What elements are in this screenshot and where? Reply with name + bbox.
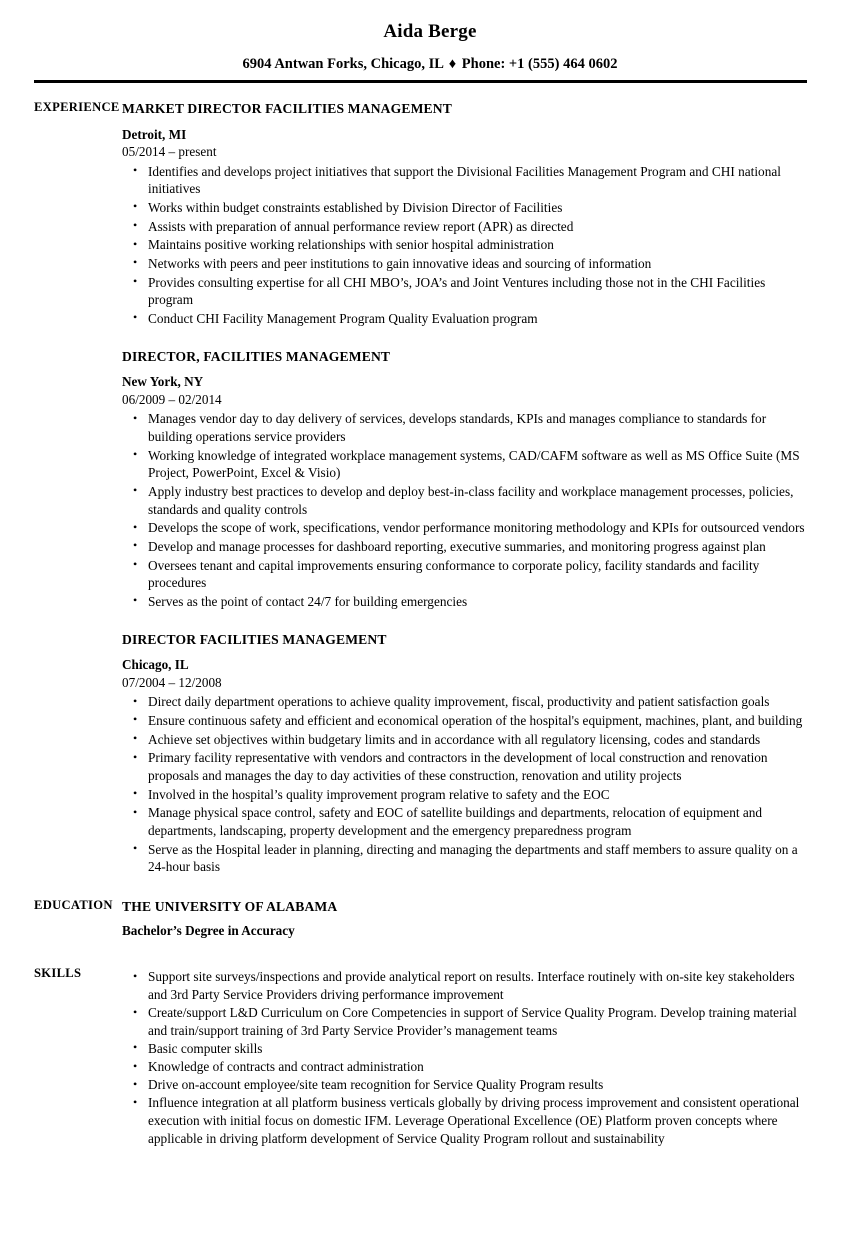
contact-line (0, 57, 860, 73)
contact-address: 6904 Antwan Forks, Chicago, IL (242, 55, 444, 72)
skill-bullet: • Basic computer skills (122, 1040, 807, 1058)
job-bullet: • Achieve set objectives within budgetary limits and in accordance with all regulatory licensing, codes and standards (122, 731, 807, 749)
job-bullet: • Apply industry best practices to develop and deploy best-in-class facility and workplace management processes, policies, standards and quality controls (122, 483, 807, 518)
job-bullet: • Conduct CHI Facility Management Program Quality Evaluation program (122, 310, 807, 328)
experience-body (122, 100, 860, 876)
job-bullet: • Working knowledge of integrated workplace management systems, CAD/CAFM software as well as MS Office Suite (MS Project, PowerPoint, Excel & Visio) (122, 447, 807, 482)
skills-bullet-list (122, 968, 807, 1147)
diamond-separator-icon: ♦ (448, 55, 457, 72)
resume-header (0, 0, 860, 83)
skill-bullet: • Influence integration at all platform business verticals globally by driving process improvement and consistent operational execution with initial focus on domestic IFM. Leverage Operational Excellence (OE) Platform proven concepts where applicable in driving platform development of Service Quality Program rollout and sustainability (122, 1094, 807, 1147)
contact-phone: Phone: +1 (555) 464 0602 (461, 55, 618, 72)
job-bullet-list (122, 410, 807, 610)
job-bullet: • Identifies and develops project initiatives that support the Divisional Facilities Management Program and CHI national initiatives (122, 163, 807, 198)
job-bullet-list (122, 163, 807, 328)
job-dates: 05/2014 – present (122, 144, 217, 159)
job-bullet: • Manages vendor day to day delivery of services, develops standards, KPIs and manages compliance to standards for building operations service providers (122, 410, 807, 445)
section-label-experience: EXPERIENCE (34, 99, 120, 114)
job-title: DIRECTOR FACILITIES MANAGEMENT (122, 631, 387, 647)
job-entry (122, 348, 807, 611)
job-location: Detroit, MI (122, 126, 187, 142)
skill-bullet: • Support site surveys/inspections and provide analytical report on results. Interface routinely with on-site key stakeholders and 3rd Party Service Providers driving performance improvement (122, 968, 807, 1003)
job-bullet: • Serves as the point of contact 24/7 for building emergencies (122, 593, 807, 611)
job-bullet: • Ensure continuous safety and efficient and economical operation of the hospital's equipment, machines, plant, and building (122, 712, 807, 730)
section-label-education: EDUCATION (34, 898, 113, 912)
job-dates: 07/2004 – 12/2008 (122, 674, 222, 690)
skills-section (0, 966, 860, 1147)
job-bullet: • Develops the scope of work, specifications, vendor performance monitoring methodology and KPIs for outsourced vendors (122, 519, 807, 537)
skill-bullet: • Knowledge of contracts and contract administration (122, 1058, 807, 1076)
job-bullet: • Involved in the hospital’s quality improvement program relative to safety and the EOC (122, 786, 807, 804)
job-bullet: • Manage physical space control, safety and EOC of satellite buildings and departments, relocation of equipment and departments, landscaping, property development and the emergency preparedness program (122, 804, 807, 839)
job-title: MARKET DIRECTOR FACILITIES MANAGEMENT (122, 100, 452, 116)
education-school: THE UNIVERSITY OF ALABAMA (122, 899, 338, 914)
job-bullet: • Direct daily department operations to achieve quality improvement, fiscal, productivity and patient satisfaction goals (122, 693, 807, 711)
skill-bullet: • Create/support L&D Curriculum on Core Competencies in support of Service Quality Program. Develop training material and train/support training of 3rd Party Service Provider’s management teams (122, 1004, 807, 1039)
job-bullet: • Develop and manage processes for dashboard reporting, executive summaries, and monitoring progress against plan (122, 538, 807, 556)
job-bullet: • Provides consulting expertise for all CHI MBO’s, JOA’s and Joint Ventures including those not in the CHI Facilities program (122, 274, 807, 309)
job-bullet: • Serve as the Hospital leader in planning, directing and managing the departments and staff members to assure quality on a 24-hour basis (122, 841, 807, 876)
job-bullet: • Assists with preparation of annual performance review report (APR) as directed (122, 218, 807, 236)
job-location: New York, NY (122, 374, 204, 390)
job-bullet-list (122, 693, 807, 876)
skills-body (122, 966, 860, 1147)
education-degree: Bachelor’s Degree in Accuracy (122, 922, 295, 938)
experience-section (0, 100, 860, 876)
job-bullet: • Primary facility representative with vendors and contractors in the development of local construction and renovation proposals and manages the day to day activities of these construction, renovation and utility projects (122, 749, 807, 784)
job-entry (122, 631, 807, 876)
section-label-skills: SKILLS (34, 966, 82, 981)
header-divider (34, 80, 807, 83)
job-dates: 06/2009 – 02/2014 (122, 391, 222, 407)
education-section (0, 898, 860, 939)
job-bullet: • Oversees tenant and capital improvements ensuring conformance to corporate policy, facility standards and facility procedures (122, 557, 807, 592)
education-body (122, 898, 860, 939)
candidate-name: Aida Berge (383, 21, 477, 42)
job-entry (122, 100, 807, 328)
job-bullet: • Networks with peers and peer institutions to gain innovative ideas and sourcing of information (122, 255, 807, 273)
job-location: Chicago, IL (122, 657, 189, 673)
job-bullet: • Maintains positive working relationships with senior hospital administration (122, 236, 807, 254)
job-title: DIRECTOR, FACILITIES MANAGEMENT (122, 348, 391, 364)
job-bullet: • Works within budget constraints established by Division Director of Facilities (122, 199, 807, 217)
skill-bullet: • Drive on-account employee/site team recognition for Service Quality Program results (122, 1076, 807, 1094)
